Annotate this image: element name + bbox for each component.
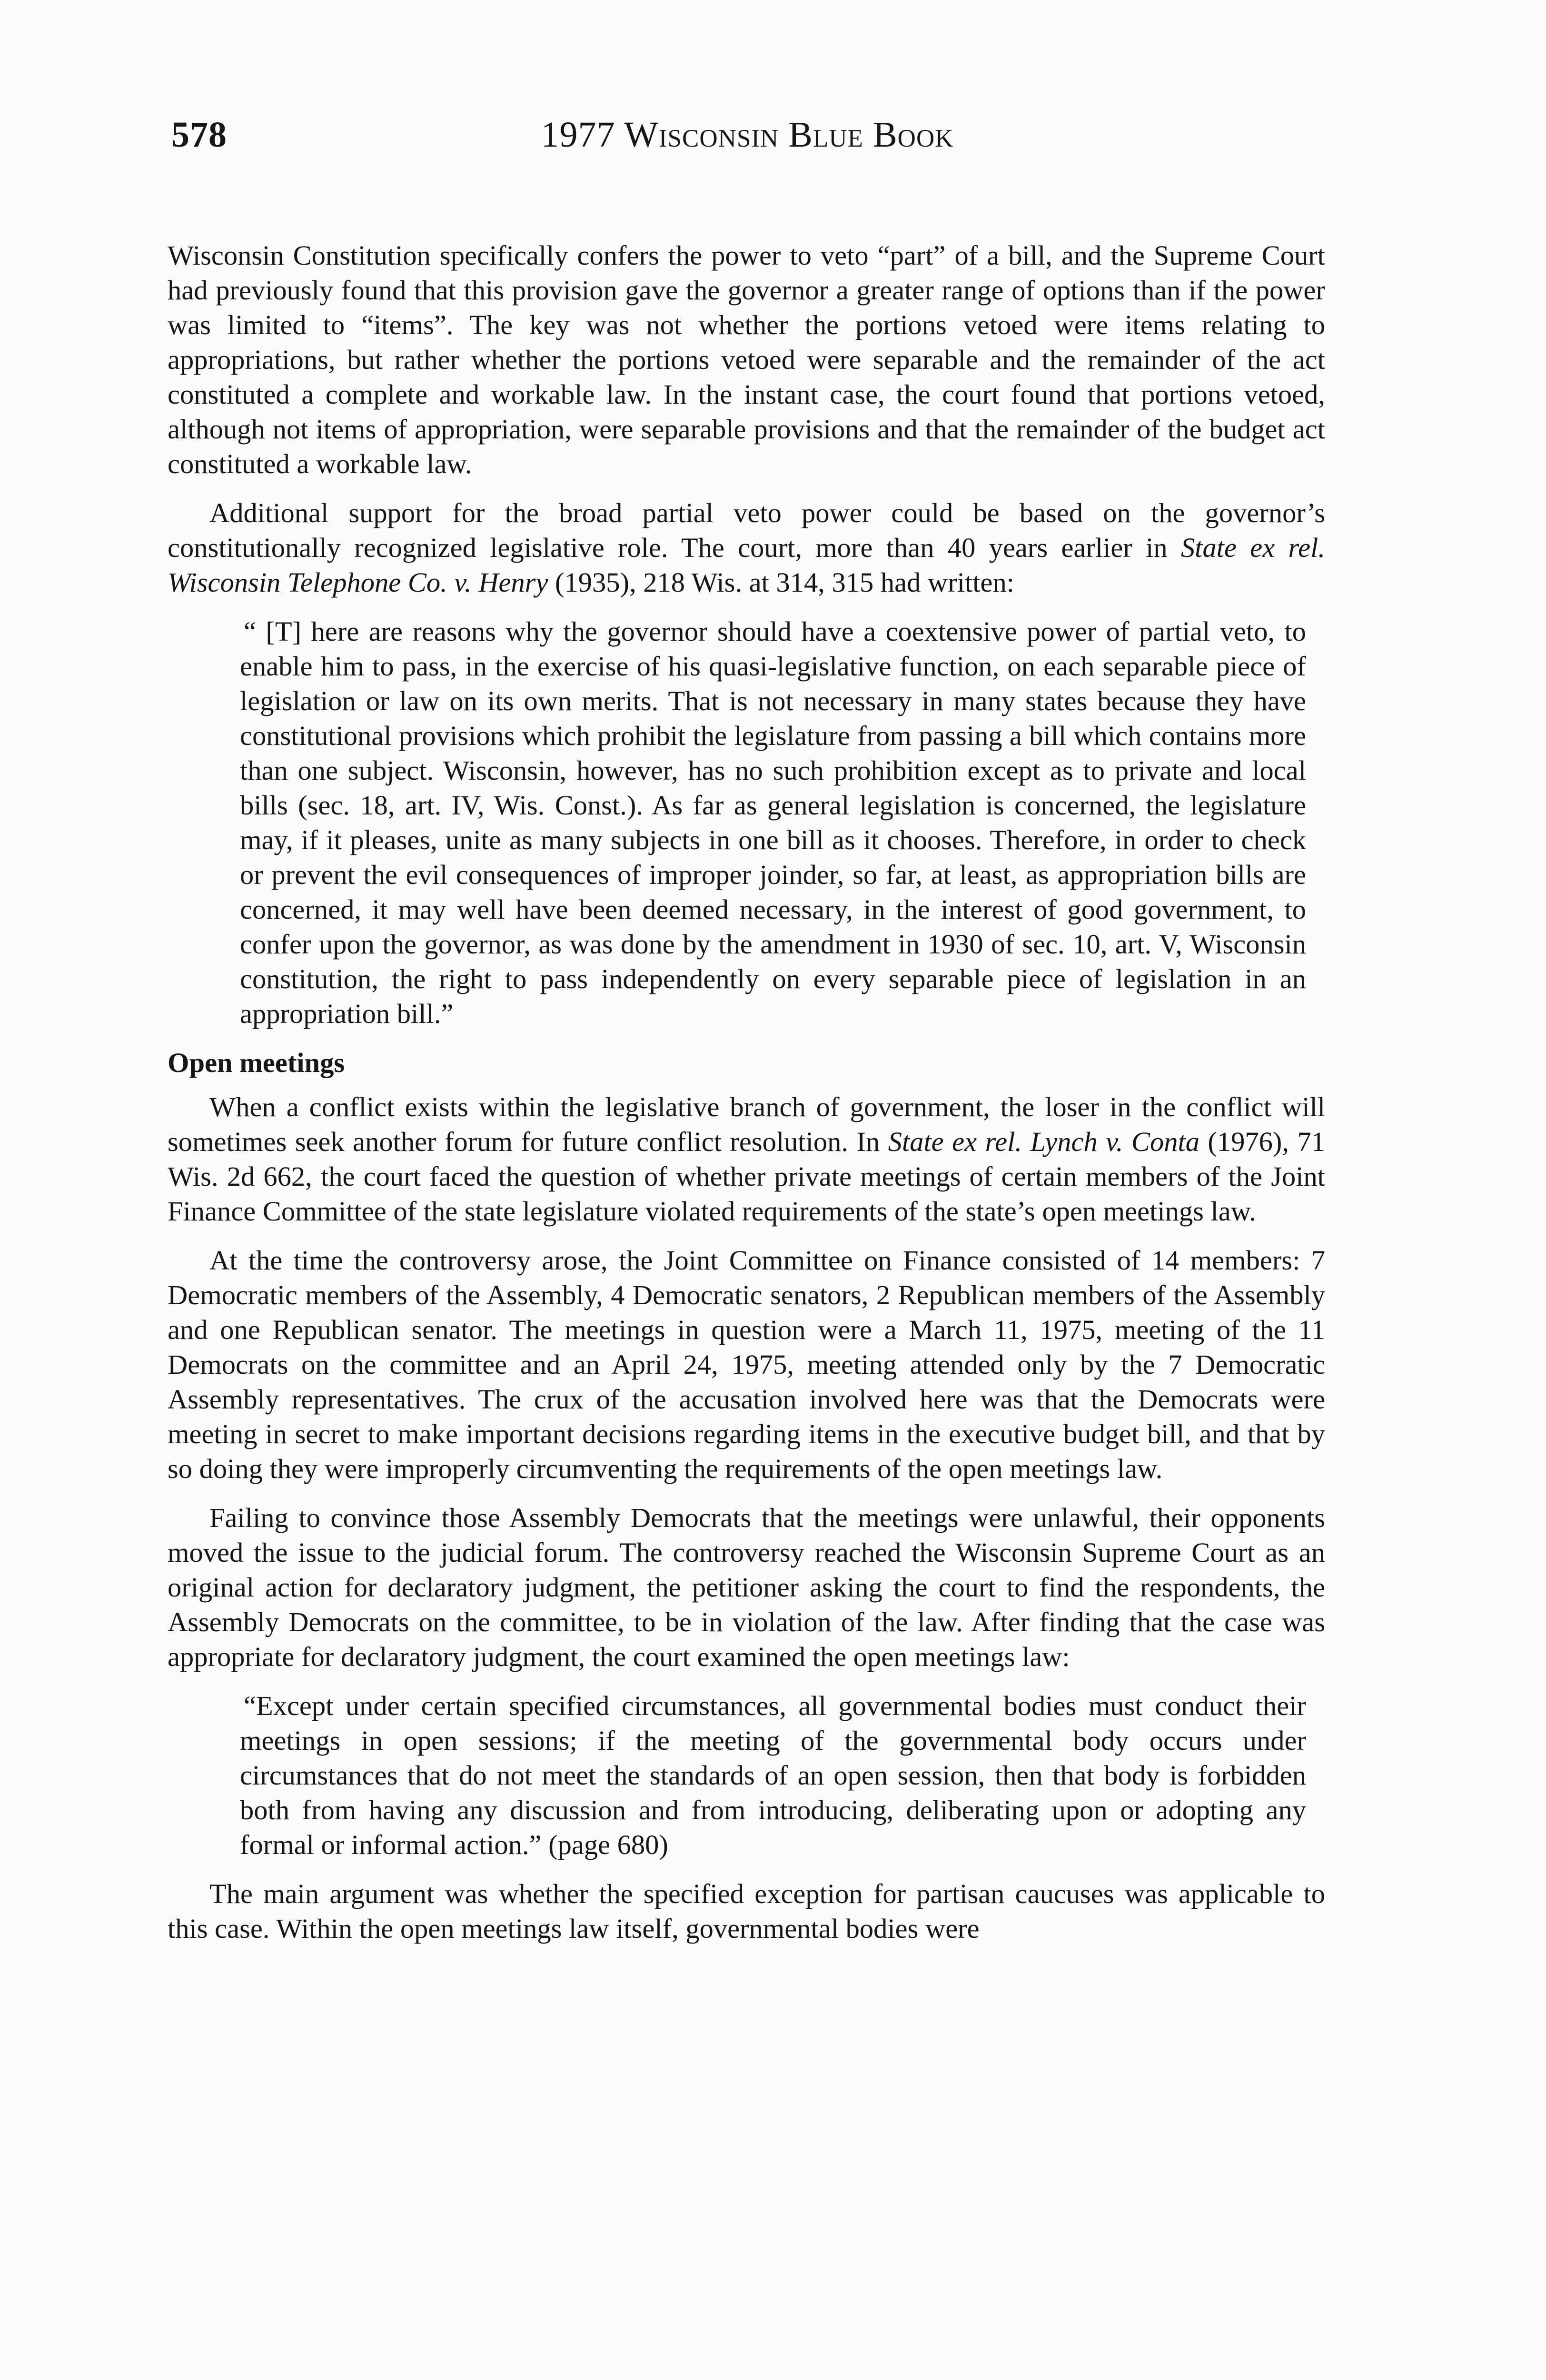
- paragraph-legislative-role: [168, 496, 1325, 600]
- paragraph-conflict-forum: [168, 1090, 1325, 1229]
- running-head: 1977 Wisconsin Blue Book: [541, 115, 954, 155]
- block-quote-open-meetings-law: “Except under certain specified circumstances, all governmental bodies must conduct their meetings in open sessions; if the meeting of the governmental body occurs under circumstances that do not meet the standards of an open session, then that body is forbidden both from having any discussion and from introducing, deliberating upon or adopting any formal or informal action.” (page 680): [240, 1690, 1306, 1860]
- page-header: [171, 114, 1323, 171]
- paragraph-text: When a conflict exists within the legislative branch of government, the loser in the conflict will sometimes seek another forum for future conflict resolution. In: [168, 1091, 1325, 1157]
- body-text: [168, 238, 1325, 1960]
- paragraph-partisan-caucus: The main argument was whether the specified exception for partisan caucuses was applicable to this case. Within the open meetings law itself, governmental bodies were: [168, 1878, 1325, 1944]
- paragraph-text: (1935), 218 Wis. at 314, 315 had written:: [548, 567, 1014, 598]
- paragraph-text: Additional support for the broad partial veto power could be based on the governor’s constitutionally recognized legislative role. The court, more than 40 years earlier in: [168, 497, 1325, 563]
- case-citation: State ex rel. Lynch v. Conta: [888, 1126, 1199, 1157]
- case-citation: State ex rel. Wisconsin Telephone Co. v. Henry: [168, 532, 1325, 598]
- page-number: 578: [171, 115, 227, 155]
- paragraph-judicial-forum: Failing to convince those Assembly Democrats that the meetings were unlawful, their opponents moved the issue to the judicial forum. The controversy reached the Wisconsin Supreme Court as an original action for declaratory judgment, the petitioner asking the court to find the respondents, the Assembly Democrats on the committee, to be in violation of the law. After finding that the case was appropriate for declaratory judgment, the court examined the open meetings law:: [168, 1502, 1325, 1672]
- paragraph-joint-committee: At the time the controversy arose, the Joint Committee on Finance consisted of 14 members: 7 Democratic members of the Assembly, 4 Democratic senators, 2 Republican members of the Assembly and one Republican senator. The meetings in question were a March 11, 1975, meeting of the 11 Democrats on the committee and an April 24, 1975, meeting attended only by the 7 Democratic Assembly representatives. The crux of the accusation involved here was that the Democrats were meeting in secret to make important decisions regarding items in the executive budget bill, and that by so doing they were improperly circumventing the requirements of the open meetings law.: [168, 1245, 1325, 1484]
- paragraph-partial-veto-part: Wisconsin Constitution specifically confers the power to veto “part” of a bill, and the Supreme Court had previously found that this provision gave the governor a greater range of options than if the power was limited to “items”. The key was not whether the portions vetoed were items relating to appropriations, but rather whether the portions vetoed were separable and the remainder of the act constituted a complete and workable law. In the instant case, the court found that portions vetoed, although not items of appropriation, were separable provisions and that the remainder of the budget act constituted a workable law.: [168, 240, 1325, 479]
- paragraph-text: (1976), 71 Wis. 2d 662, the court faced the question of whether private meetings of certain members of the Joint Finance Committee of the state legislature violated requirements of the state’s open meetings law.: [168, 1126, 1325, 1227]
- section-heading-open-meetings: Open meetings: [168, 1047, 345, 1078]
- block-quote-henry: “ [T] here are reasons why the governor should have a coextensive power of partial veto, to enable him to pass, in the exercise of his quasi-legislative function, on each separable piece of legislation or law on its own merits. That is not necessary in many states because they have constitutional provisions which prohibit the legislature from passing a bill which contains more than one subject. Wisconsin, however, has no such prohibition except as to private and local bills (sec. 18, art. IV, Wis. Const.). As far as general legislation is concerned, the legislature may, if it pleases, unite as many subjects in one bill as it chooses. Therefore, in order to check or prevent the evil consequences of improper joinder, so far, at least, as appropriation bills are concerned, it may well have been deemed necessary, in the interest of good government, to confer upon the governor, as was done by the amendment in 1930 of sec. 10, art. V, Wisconsin constitution, the right to pass independently on every separable piece of legislation in an appropriation bill.”: [240, 616, 1306, 1029]
